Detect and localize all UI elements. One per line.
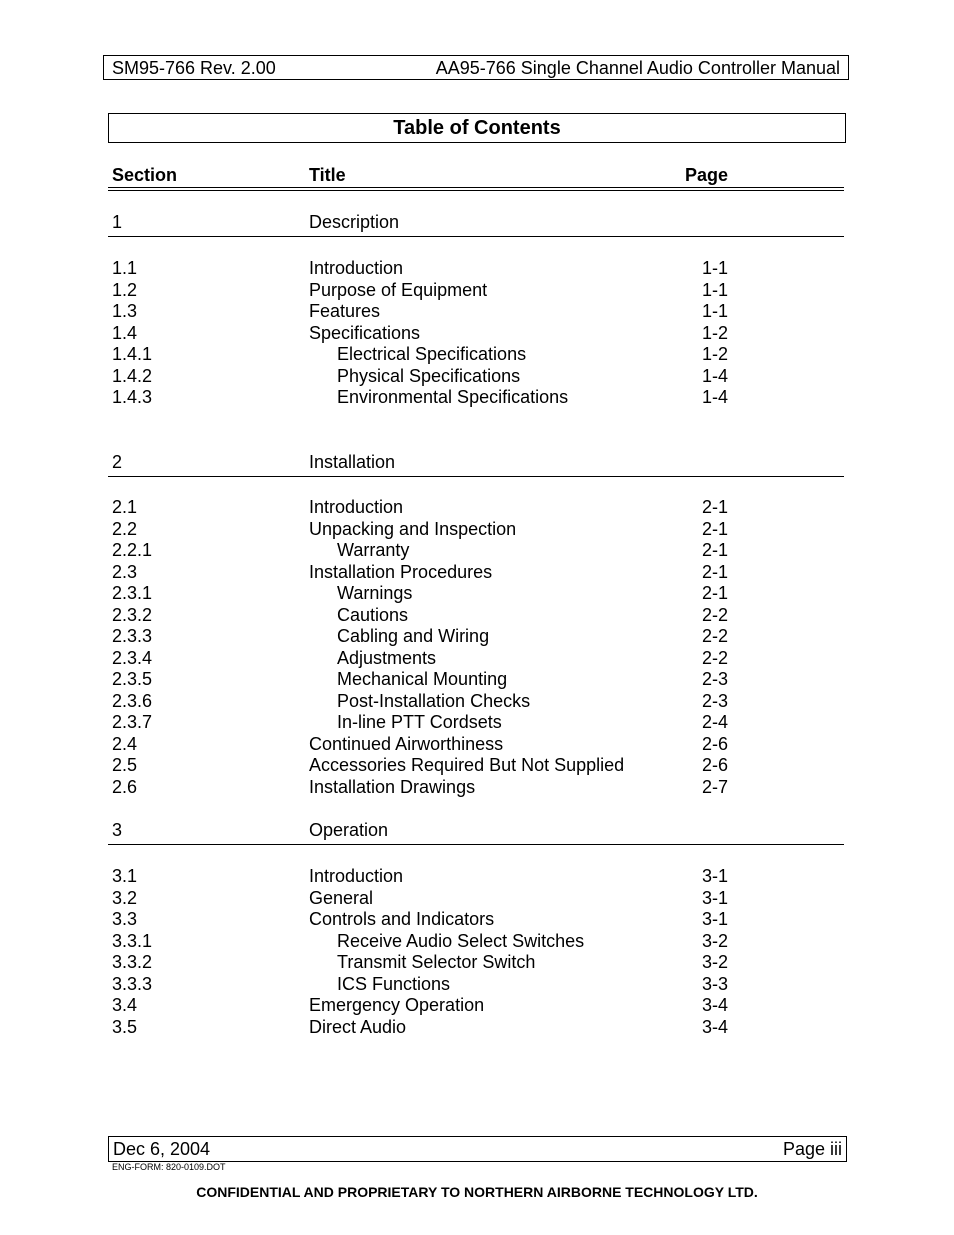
toc-entry-row — [0, 866, 954, 887]
entry-number: 3.1 — [112, 866, 138, 886]
section-heading-row — [0, 820, 954, 841]
toc-entry-row — [0, 583, 954, 604]
toc-entry-row — [0, 497, 954, 518]
entry-title: Environmental Specifications — [337, 387, 569, 407]
entry-page: 1-1 — [702, 279, 729, 300]
entry-number: 2.3.6 — [112, 690, 153, 711]
entry-number: 1.3 — [112, 301, 138, 321]
entry-number: 3.3.2 — [112, 952, 153, 972]
entry-title: Physical Specifications — [337, 365, 521, 386]
entry-title: Installation Drawings — [309, 776, 476, 797]
section-title: Operation — [309, 820, 389, 840]
entry-page: 2-2 — [702, 647, 729, 668]
entry-page: 2-1 — [702, 540, 729, 560]
toc-title: Table of Contents — [108, 113, 846, 143]
entry-title: Controls and Indicators — [309, 909, 495, 929]
entry-page: 3-1 — [702, 887, 729, 908]
entry-page: 2-6 — [702, 733, 729, 754]
entry-page: 2-1 — [702, 583, 729, 603]
entry-page: 2-2 — [702, 604, 729, 625]
entry-title: Introduction — [309, 497, 404, 517]
column-header-title: Title — [309, 165, 346, 185]
entry-title: Cautions — [337, 604, 409, 625]
toc-entry-row — [0, 995, 954, 1016]
entry-page: 3-4 — [702, 1016, 729, 1037]
entry-number: 1.1 — [112, 258, 138, 278]
toc-entry-row — [0, 323, 954, 344]
entry-title: Continued Airworthiness — [309, 733, 504, 754]
toc-entry-row — [0, 909, 954, 930]
entry-number: 3.2 — [112, 887, 138, 908]
doc-number: SM95-766 Rev. 2.00 — [112, 58, 276, 78]
toc-entry-row — [0, 648, 954, 669]
entry-title: Accessories Required But Not Supplied — [309, 755, 625, 775]
entry-title: In-line PTT Cordsets — [337, 712, 502, 732]
entry-page: 2-1 — [702, 561, 729, 582]
entry-number: 2.3.3 — [112, 626, 153, 646]
entry-page: 1-2 — [702, 344, 729, 364]
entry-number: 2.5 — [112, 755, 138, 775]
entry-page: 2-7 — [702, 776, 729, 797]
entry-page: 2-4 — [702, 712, 729, 732]
section-number: 1 — [112, 212, 123, 232]
section-number: 2 — [112, 452, 123, 472]
entry-number: 3.3 — [112, 909, 138, 929]
column-header-page: Page — [685, 165, 729, 185]
toc-entry-row — [0, 669, 954, 690]
entry-number: 2.3.5 — [112, 669, 153, 689]
entry-number: 3.4 — [112, 995, 138, 1015]
footer-date: Dec 6, 2004 — [113, 1139, 211, 1159]
section-number: 3 — [112, 820, 123, 840]
entry-number: 3.3.1 — [112, 930, 153, 951]
entry-page: 1-4 — [702, 365, 729, 386]
section-rule — [108, 844, 844, 845]
toc-entry-row — [0, 931, 954, 952]
entry-number: 2.3.7 — [112, 712, 153, 732]
page-header — [103, 55, 849, 80]
toc-entry-row — [0, 974, 954, 995]
entry-title: Cabling and Wiring — [337, 626, 490, 646]
entry-title: Emergency Operation — [309, 995, 485, 1015]
entry-number: 1.4.2 — [112, 365, 153, 386]
entry-page: 1-2 — [702, 322, 729, 343]
footer-page-number: Page iii — [782, 1139, 842, 1159]
toc-entry-row — [0, 366, 954, 387]
section-title: Description — [309, 212, 400, 232]
entry-page: 3-1 — [702, 909, 729, 929]
entry-title: Purpose of Equipment — [309, 279, 488, 300]
manual-title: AA95-766 Single Channel Audio Controller Manual — [435, 58, 840, 78]
section-heading-row — [0, 452, 954, 473]
entry-title: Features — [309, 301, 381, 321]
entry-number: 2.2 — [112, 518, 138, 539]
header-double-rule — [108, 187, 844, 191]
entry-number: 3.3.3 — [112, 973, 153, 994]
toc-entry-row — [0, 712, 954, 733]
form-number: ENG-FORM: 820-0109.DOT — [112, 1162, 226, 1172]
entry-page: 1-1 — [702, 258, 729, 278]
entry-page: 3-2 — [702, 930, 729, 951]
toc-entry-row — [0, 344, 954, 365]
entry-page: 2-3 — [702, 669, 729, 689]
entry-title: General — [309, 887, 374, 908]
toc-entry-row — [0, 888, 954, 909]
toc-entry-row — [0, 562, 954, 583]
entry-page: 3-1 — [702, 866, 729, 886]
entry-number: 2.4 — [112, 733, 138, 754]
entry-page: 2-3 — [702, 690, 729, 711]
entry-number: 2.3 — [112, 561, 138, 582]
entry-number: 2.3.2 — [112, 604, 153, 625]
toc-entry-row — [0, 777, 954, 798]
entry-title: Transmit Selector Switch — [337, 952, 536, 972]
toc-entry-row — [0, 734, 954, 755]
entry-page: 1-1 — [702, 301, 729, 321]
toc-entry-row — [0, 691, 954, 712]
toc-entry-row — [0, 952, 954, 973]
entry-number: 2.2.1 — [112, 540, 153, 560]
entry-page: 2-2 — [702, 626, 729, 646]
entry-number: 1.4.1 — [112, 344, 153, 364]
entry-page: 3-3 — [702, 973, 729, 994]
entry-number: 1.4.3 — [112, 387, 153, 407]
entry-title: Electrical Specifications — [337, 344, 527, 364]
section-heading-row — [0, 212, 954, 233]
toc-entry-row — [0, 605, 954, 626]
section-rule — [108, 476, 844, 477]
entry-title: Mechanical Mounting — [337, 669, 508, 689]
entry-number: 1.4 — [112, 322, 138, 343]
entry-number: 2.3.1 — [112, 583, 153, 603]
column-header-section: Section — [112, 165, 178, 185]
entry-title: Installation Procedures — [309, 561, 493, 582]
entry-number: 3.5 — [112, 1016, 138, 1037]
entry-title: Direct Audio — [309, 1016, 407, 1037]
entry-title: Introduction — [309, 866, 404, 886]
entry-title: Post-Installation Checks — [337, 690, 531, 711]
entry-page: 2-1 — [702, 497, 729, 517]
entry-title: Receive Audio Select Switches — [337, 930, 585, 951]
toc-entry-row — [0, 519, 954, 540]
toc-entry-row — [0, 387, 954, 408]
entry-number: 2.1 — [112, 497, 138, 517]
confidential-notice: CONFIDENTIAL AND PROPRIETARY TO NORTHERN AIRBORNE TECHNOLOGY LTD. — [196, 1184, 758, 1200]
entry-title: Introduction — [309, 258, 404, 278]
entry-number: 2.3.4 — [112, 647, 153, 668]
entry-page: 2-1 — [702, 518, 729, 539]
toc-entry-row — [0, 258, 954, 279]
page-footer — [108, 1136, 847, 1162]
entry-page: 2-6 — [702, 755, 729, 775]
entry-page: 3-2 — [702, 952, 729, 972]
entry-title: Warranty — [337, 540, 410, 560]
entry-title: Unpacking and Inspection — [309, 518, 517, 539]
entry-title: Specifications — [309, 322, 421, 343]
entry-page: 1-4 — [702, 387, 729, 407]
section-rule — [108, 236, 844, 237]
entry-title: ICS Functions — [337, 973, 451, 994]
entry-page: 3-4 — [702, 995, 729, 1015]
entry-number: 1.2 — [112, 279, 138, 300]
toc-entry-row — [0, 280, 954, 301]
entry-number: 2.6 — [112, 776, 138, 797]
toc-entry-row — [0, 540, 954, 561]
toc-entry-row — [0, 755, 954, 776]
toc-entry-row — [0, 301, 954, 322]
toc-entry-row — [0, 1017, 954, 1038]
entry-title: Warnings — [337, 583, 413, 603]
toc-entry-row — [0, 626, 954, 647]
entry-title: Adjustments — [337, 647, 437, 668]
section-title: Installation — [309, 452, 396, 472]
